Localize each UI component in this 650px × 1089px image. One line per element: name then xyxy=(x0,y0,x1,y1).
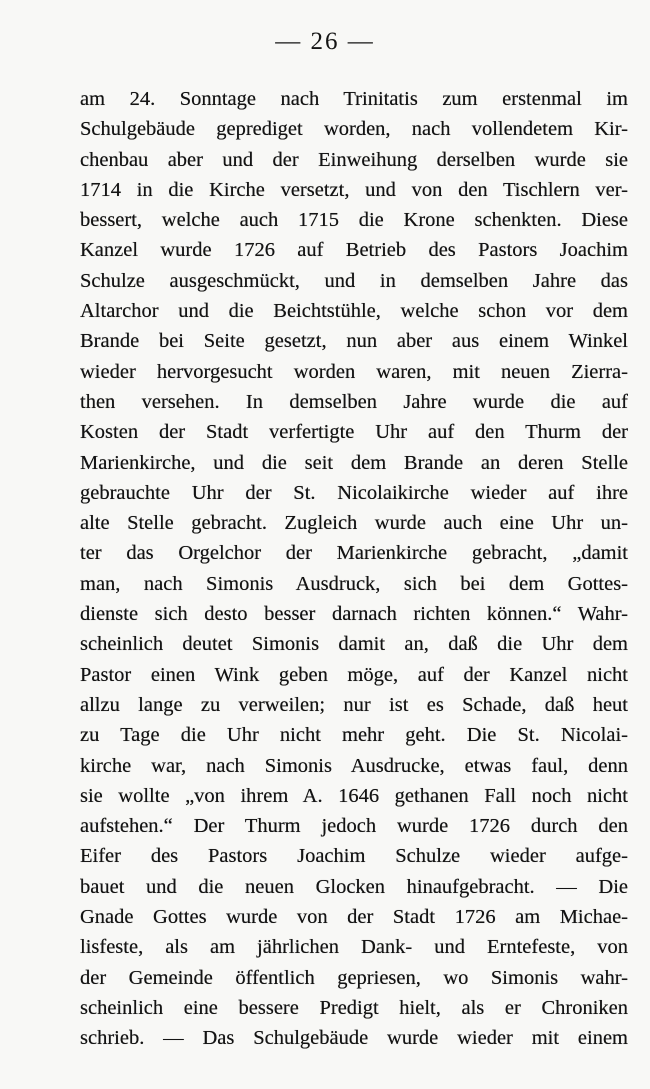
text-line: Kanzel wurde 1726 auf Betrieb des Pastors Joachim xyxy=(80,239,628,262)
text-line: Brande bei Seite gesetzt, nun aber aus einem Winkel xyxy=(80,330,628,353)
text-line: Altarchor und die Beichtstühle, welche schon vor dem xyxy=(80,300,628,323)
text-line: zu Tage die Uhr nicht mehr geht. Die St. Nicolai- xyxy=(80,724,628,747)
text-line: schrieb. — Das Schulgebäude wurde wieder mit einem xyxy=(80,1027,628,1050)
text-line: kirche war, nach Simonis Ausdrucke, etwas faul, denn xyxy=(80,754,628,777)
text-line: scheinlich eine bessere Predigt hielt, als er Chroniken xyxy=(80,996,628,1019)
text-line: 1714 in die Kirche versetzt, und von den Tischlern ver- xyxy=(80,178,628,201)
text-line: scheinlich deutet Simonis damit an, daß die Uhr dem xyxy=(80,633,628,656)
text-line: lisfeste, als am jährlichen Dank- und Erntefeste, von xyxy=(80,936,628,959)
text-line: bessert, welche auch 1715 die Krone schenkten. Diese xyxy=(80,209,628,232)
text-line: Kosten der Stadt verfertigte Uhr auf den Thurm der xyxy=(80,421,628,444)
text-line: alte Stelle gebracht. Zugleich wurde auch eine Uhr un- xyxy=(80,512,628,535)
text-line: Marienkirche, und die seit dem Brande an deren Stelle xyxy=(80,451,628,474)
text-line: man, nach Simonis Ausdruck, sich bei dem Gottes- xyxy=(80,572,628,595)
text-line: gebrauchte Uhr der St. Nicolaikirche wieder auf ihre xyxy=(80,481,628,504)
text-line: allzu lange zu verweilen; nur ist es Schade, daß heut xyxy=(80,693,628,716)
page-number: — 26 — xyxy=(275,28,375,55)
text-line: Pastor einen Wink geben möge, auf der Kanzel nicht xyxy=(80,663,628,686)
text-line: der Gemeinde öffentlich gepriesen, wo Simonis wahr- xyxy=(80,966,628,989)
text-line: bauet und die neuen Glocken hinaufgebracht. — Die xyxy=(80,875,628,898)
text-line: Eifer des Pastors Joachim Schulze wieder aufge- xyxy=(80,845,628,868)
body-text xyxy=(80,84,628,1054)
text-line: aufstehen.“ Der Thurm jedoch wurde 1726 durch den xyxy=(80,815,628,838)
text-line: dienste sich desto besser darnach richten können.“ Wahr- xyxy=(80,603,628,626)
text-line: ter das Orgelchor der Marienkirche gebracht, „damit xyxy=(80,542,628,565)
text-line: sie wollte „von ihrem A. 1646 gethanen Fall noch nicht xyxy=(80,784,628,807)
text-line: Schulze ausgeschmückt, und in demselben Jahre das xyxy=(80,269,628,292)
text-line: then versehen. In demselben Jahre wurde die auf xyxy=(80,390,628,413)
text-line: Schulgebäude geprediget worden, nach vollendetem Kir- xyxy=(80,118,628,141)
text-line: chenbau aber und der Einweihung derselben wurde sie xyxy=(80,148,628,171)
text-line: wieder hervorgesucht worden waren, mit neuen Zierra- xyxy=(80,360,628,383)
text-line: am 24. Sonntage nach Trinitatis zum erstenmal im xyxy=(80,88,628,110)
text-line: Gnade Gottes wurde von der Stadt 1726 am Michae- xyxy=(80,906,628,929)
